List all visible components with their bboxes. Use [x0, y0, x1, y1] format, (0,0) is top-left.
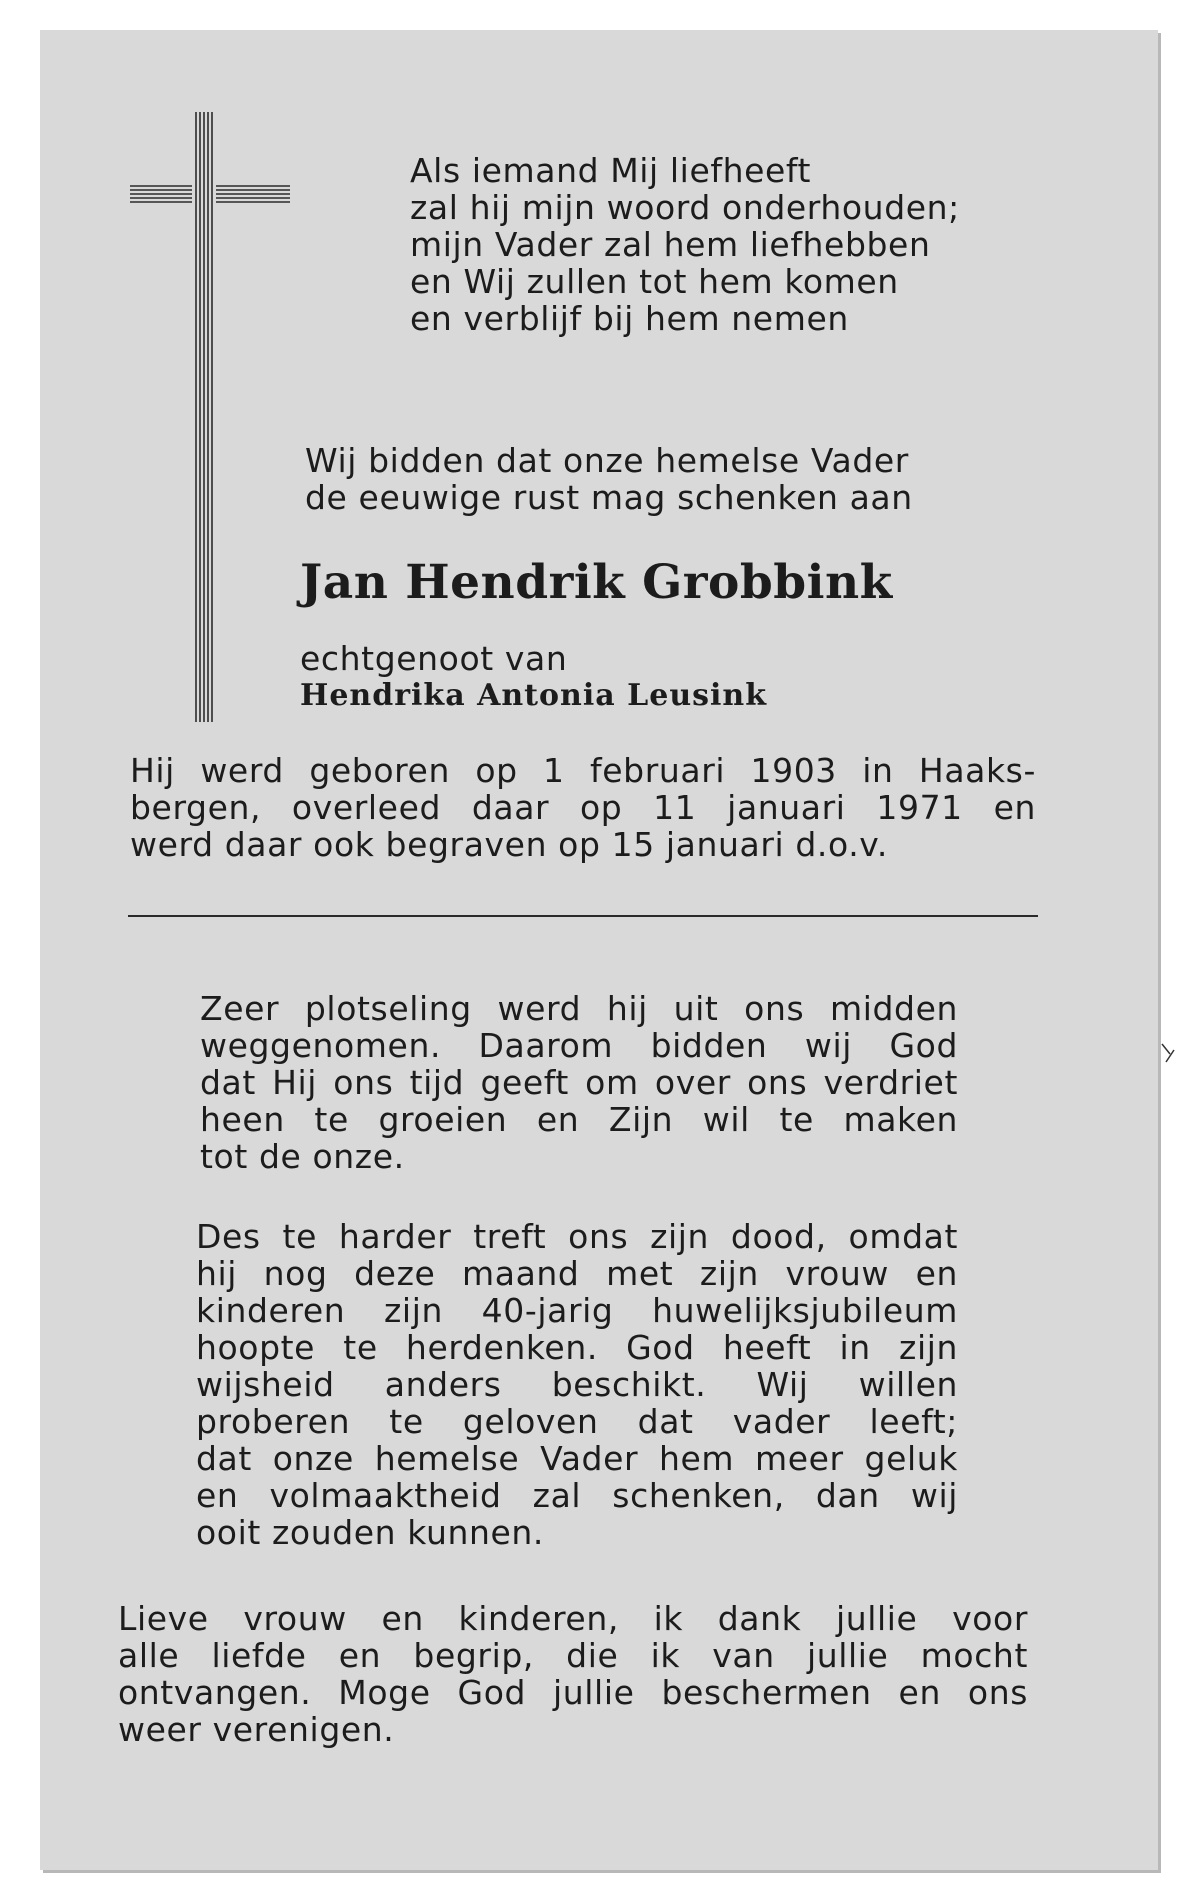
reflection-line: hoopte te herdenken. God heeft in zijn: [196, 1328, 958, 1367]
prayer-line: de eeuwige rust mag schenken aan: [305, 478, 913, 517]
reflection-line: en volmaaktheid zal schenken, dan wij: [196, 1476, 958, 1515]
life-dates-line: werd daar ook begraven op 15 januari d.o.v.: [130, 825, 888, 864]
reflection-line: weggenomen. Daarom bidden wij God: [200, 1026, 958, 1065]
quote-line: en Wij zullen tot hem komen: [410, 262, 899, 301]
farewell-line: alle liefde en begrip, die ik van jullie mocht: [118, 1636, 1028, 1675]
reflection-line: ooit zouden kunnen.: [196, 1513, 545, 1552]
quote-line: mijn Vader zal hem liefhebben: [410, 225, 931, 264]
reflection-line: dat Hij ons tijd geeft om over ons verdriet: [200, 1063, 958, 1102]
scan-mark: [1160, 1040, 1180, 1070]
reflection-line: Zeer plotseling werd hij uit ons midden: [200, 989, 958, 1028]
reflection-line: tot de onze.: [200, 1137, 405, 1176]
farewell-line: Lieve vrouw en kinderen, ik dank jullie voor: [118, 1599, 1028, 1638]
divider: [128, 915, 1038, 917]
reflection-line: Des te harder treft ons zijn dood, omdat: [196, 1217, 958, 1256]
prayer-text: [305, 442, 1005, 516]
deceased-name: Jan Hendrik Grobbink: [300, 555, 893, 610]
spouse-name: Hendrika Antonia Leusink: [300, 678, 768, 713]
farewell-line: weer verenigen.: [118, 1710, 395, 1749]
reflection-line: kinderen zijn 40-jarig huwelijksjubileum: [196, 1291, 958, 1330]
life-dates: [130, 752, 1036, 863]
reflection-paragraph: [196, 1218, 958, 1551]
quote-line: Als iemand Mij liefheeft: [410, 151, 812, 190]
life-dates-line: Hij werd geboren op 1 februari 1903 in Haaks-: [130, 751, 1036, 790]
reflection-paragraph: [200, 990, 958, 1175]
reflection-line: hij nog deze maand met zijn vrouw en: [196, 1254, 958, 1293]
reflection-line: wijsheid anders beschikt. Wij willen: [196, 1365, 958, 1404]
scripture-quote: [410, 152, 1010, 337]
life-dates-line: bergen, overleed daar op 11 januari 1971 en: [130, 788, 1036, 827]
farewell-line: ontvangen. Moge God jullie beschermen en ons: [118, 1673, 1028, 1712]
cross-icon: [130, 112, 305, 722]
reflection-line: dat onze hemelse Vader hem meer geluk: [196, 1439, 958, 1478]
quote-line: zal hij mijn woord onderhouden;: [410, 188, 960, 227]
prayer-line: Wij bidden dat onze hemelse Vader: [305, 441, 909, 480]
reflection-line: heen te groeien en Zijn wil te maken: [200, 1100, 958, 1139]
spouse-label: echtgenoot van: [300, 639, 568, 678]
reflection-line: proberen te geloven dat vader leeft;: [196, 1402, 958, 1441]
quote-line: en verblijf bij hem nemen: [410, 299, 849, 338]
farewell-paragraph: [118, 1600, 1028, 1748]
